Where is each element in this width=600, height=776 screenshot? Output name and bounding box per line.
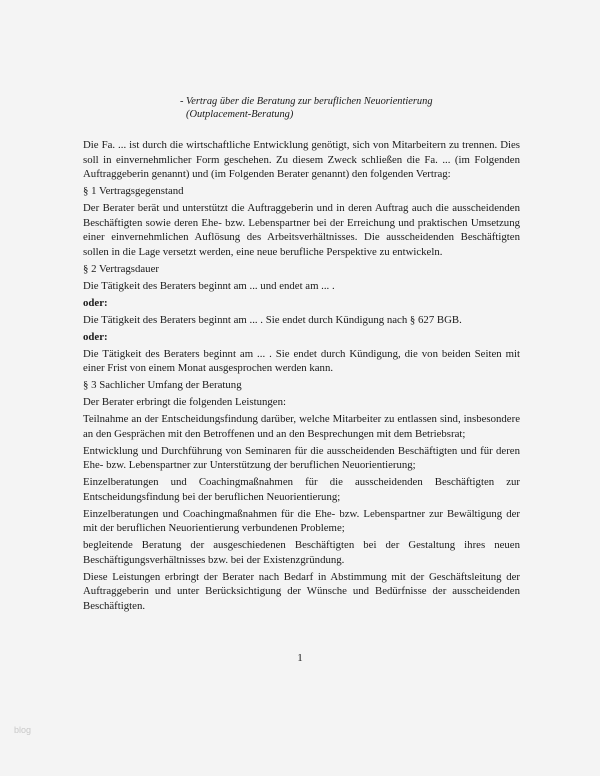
or-label: oder: <box>83 330 108 343</box>
service-item: Einzelberatungen und Coachingmaßnahmen für die Ehe- bzw. Lebenspartner zur Bewältigung der mit der beruflichen Neuorientierung verbundenen Probleme; <box>83 507 520 534</box>
document-title <box>180 95 520 121</box>
section-3-intro: Der Berater erbringt die folgenden Leistungen: <box>83 396 286 408</box>
section-2-heading: § 2 Vertragsdauer <box>83 262 159 275</box>
section-2-option-1: Die Tätigkeit des Beraters beginnt am ... und endet am ... . <box>83 279 335 292</box>
service-item: Entwicklung und Durchführung von Seminaren für die ausscheidenden Beschäftigten und für deren Ehe- bzw. Lebenspartner zur Unterstützung der beruflichen Neuorientierung; <box>83 444 520 471</box>
title-subtitle: (Outplacement-Beratung) <box>186 109 294 120</box>
page-number: 1 <box>297 652 303 664</box>
or-label: oder: <box>83 296 108 309</box>
section-3-heading: § 3 Sachlicher Umfang der Beratung <box>83 379 242 391</box>
service-item: Teilnahme an der Entscheidungsfindung darüber, welche Mitarbeiter zu entlassen sind, insbesondere an den Gesprächen mit den Betroffenen und an den Besprechungen mit dem Betriebsrat; <box>83 413 520 440</box>
title-main: - Vertrag über die Beratung zur beruflichen Neuorientierung <box>180 96 433 107</box>
section-2-option-2: Die Tätigkeit des Beraters beginnt am ... . Sie endet durch Kündigung nach § 627 BGB. <box>83 313 462 326</box>
section-3-closing: Diese Leistungen erbringt der Berater nach Bedarf in Abstimmung mit der Geschäftsleitung der Auftraggeberin und unter Berücksichtigung der Wünsche und Bedürfnisse der ausscheidenden Beschäftigten. <box>83 570 520 612</box>
intro-paragraph: Die Fa. ... ist durch die wirtschaftliche Entwicklung genötigt, sich von Mitarbeitern zu trennen. Dies soll in einvernehmlicher Form geschehen. Zu diesem Zweck schließen die Fa. ... (im Folgenden Auftraggeberin genannt) und (im Folgenden Berater genannt) den folgenden Vertrag: <box>83 139 520 180</box>
service-item: begleitende Beratung der ausgeschiedenen Beschäftigten bei der Gestaltung ihres neuen Beschäftigungsverhältnisses bzw. bei der Existenzgründung. <box>83 539 520 566</box>
service-item: Einzelberatungen und Coachingmaßnahmen für die ausscheidenden Beschäftigten zur Entscheidungsfindung bei der beruflichen Neuorientierung; <box>83 476 520 503</box>
watermark-text: blog <box>14 725 32 735</box>
section-1-heading: § 1 Vertragsgegenstand <box>83 185 184 197</box>
document-body <box>83 138 520 616</box>
section-2-option-3: Die Tätigkeit des Beraters beginnt am ... . Sie endet durch Kündigung, die von beiden Seiten mit einer Frist von einem Monat ausgesprochen werden kann. <box>83 347 520 374</box>
section-1-text: Der Berater berät und unterstützt die Auftraggeberin und in deren Auftrag auch die ausscheidenden Beschäftigten sowie deren Ehe- bzw. Lebenspartner bei der Erreichung und praktischen Umsetzung einer einvernehmlichen Auflösung des Arbeitsverhältnisses. Die ausscheidenden Beschäftigten sollen in die Lage versetzt werden, eine neue berufliche Perspektive zu entwickeln. <box>83 202 520 258</box>
